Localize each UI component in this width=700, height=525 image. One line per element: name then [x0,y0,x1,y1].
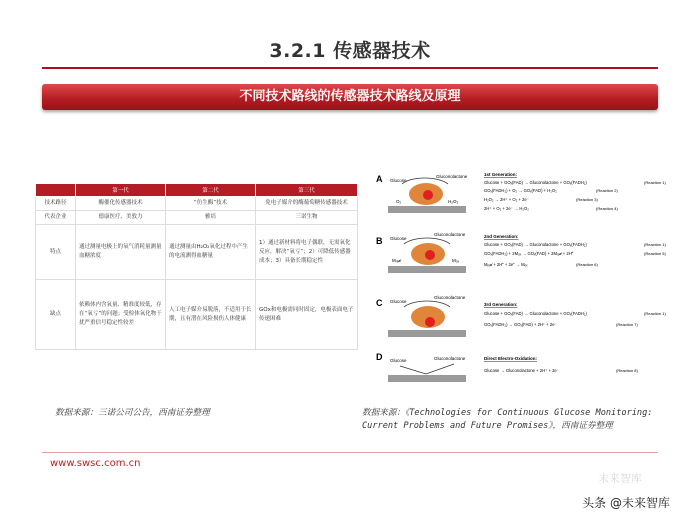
table-cell: 免电子媒介的酶葡萄糖传感器技术 [256,197,358,211]
product-label: Gluconolactone [436,174,468,179]
table-cell: 依赖体内含氧量、精准度较低，存在“氧亏”的问题；受检体氧化物干扰严重信号稳定性较差 [76,280,166,350]
table-cell: 1）通过新材料将电子偶联，无需氧化反应，解决“氧亏”；2）可降低传感器成本；3）具备长期稳定性 [256,225,358,280]
comparison-table [35,183,358,350]
equation: GOₓ(FADH₂) → GOₓ(FAD) + 2H⁺ + 2e⁻ [484,322,557,327]
substrate-label: Glucose [390,178,407,183]
equation: Glucose + GOₓ(FAD) → Gluconolactone + GOₓ(FADH₂) [484,180,587,185]
table-cell: 通过测量由H₂O₂氧化过程中产生的电流测得血糖量 [166,225,256,280]
page-title: 3.2.1 传感器技术 [269,40,431,62]
table-row [36,225,358,280]
reaction-tag: (Reaction 8) [616,368,638,373]
reaction-tag: (Reaction 5) [644,251,666,256]
electrode-icon [388,266,466,273]
table-row [36,197,358,211]
row-label: 技术路径 [36,197,76,211]
electrode-icon [388,206,466,213]
equation: Glucose + GOₓ(FAD) → Gluconolactone + GOₓ(FADH₂) [484,311,587,316]
side-label: H₂O₂ [448,199,459,204]
panel-c [376,295,666,337]
table-cell: 人工电子媒介易脱落，不适用于长期，且有潜在风险损伤人体健康 [166,280,256,350]
reaction-tag: (Reaction 3) [576,197,598,202]
equation: GOₓ(FADH₂) + 2Mₒₓ → GOₓ(FAD) + 2Mᵣₑ𝒹 + 2H⁺ [484,251,574,256]
side-label: Mᵣₑ𝒹 [392,258,401,263]
panel-a [376,172,666,213]
row-label: 特点 [36,225,76,280]
footer-url[interactable]: www.swsc.com.cn [50,458,141,469]
table-header-cell: 第二代 [166,184,256,197]
generation-label: 3rd Generation: [484,302,518,307]
substrate-label: Glucose [390,236,407,241]
table-cell: 三诺生物 [256,211,358,225]
table-cell: GOx和电极需同时固定，电极表面电子传递困难 [256,280,358,350]
electrode-icon [388,330,466,337]
table-header-cell: 第三代 [256,184,358,197]
generation-label: 2nd Generation: [484,234,519,239]
table-row [36,211,358,225]
substrate-label: Glucose [390,358,407,363]
active-site-icon [423,190,433,200]
reaction-tag: (Reaction 1) [644,180,666,185]
generation-label: 1st Generation: [484,172,518,177]
panel-letter: B [376,236,383,246]
product-label: Gluconolactone [434,295,466,300]
row-label: 代表企业 [36,211,76,225]
reaction-tag: (Reaction 4) [596,206,618,211]
reaction-tag: (Reaction 2) [596,188,618,193]
panel-b [376,232,666,273]
title-divider [42,67,658,69]
active-site-icon [425,250,435,260]
footer-divider [42,452,658,453]
source-note-left: 数据来源：三诺公司公告，西南证券整理 [55,408,210,418]
source-note-right: 数据来源：《Technologies for Continuous Glucose Monitoring: Current Problems and Future Promises》，西南证券整理 [362,408,653,431]
side-label: O₂ [396,199,402,204]
product-label: Gluconolactone [434,232,466,237]
sensor-generations-diagram [376,170,676,400]
panel-d [376,352,638,382]
watermark: 头条 @未来智库 [582,496,670,510]
electrode-icon [388,375,466,382]
reaction-tag: (Reaction 1) [644,242,666,247]
table-cell: “仿生酶”技术 [166,197,256,211]
reaction-tag: (Reaction 7) [616,322,638,327]
side-label: Mₒₓ [452,258,459,263]
equation: Glucose → Gluconolactone + 2H⁺ + 2e⁻ [484,368,559,373]
table-cell: 雅培 [166,211,256,225]
substrate-label: Glucose [390,299,407,304]
watermark-background: 未来智库 [598,472,642,485]
row-label: 缺点 [36,280,76,350]
table-row [36,280,358,350]
reaction-tag: (Reaction 6) [576,262,598,267]
generation-label: Direct Electro-Oxidation: [484,356,538,361]
product-label: Gluconolactone [434,356,466,361]
equation: Mᵣₑ𝒹 + 2H⁺ + 2e⁻ → Mₒₓ [484,262,528,267]
table-header-cell [36,184,76,197]
equation: GOₓ(FADH₂) + O₂ → GOₓ(FAD) + H₂O₂ [484,188,557,193]
panel-letter: C [376,298,383,308]
equation: H₂O₂ → 2H⁺ + O₂ + 2e⁻ [484,197,529,202]
table-cell: 德康医疗、美敦力 [76,211,166,225]
table-header-cell: 第一代 [76,184,166,197]
table-cell: 酶催化传感器技术 [76,197,166,211]
equation: 2H⁺ + O₂ + 2e⁻ → H₂O₂ [484,206,529,211]
active-site-icon [425,317,435,327]
reaction-tag: (Reaction 1) [644,311,666,316]
table-cell: 通过测量电极上的氧气消耗量测量血糖浓度 [76,225,166,280]
reaction-arrow-icon [400,364,454,374]
equation: Glucose + GOₓ(FAD) → Gluconolactone + GOₓ(FADH₂) [484,242,587,247]
panel-letter: D [376,352,383,362]
panel-letter: A [376,174,383,184]
section-banner: 不同技术路线的传感器技术路线及原理 [42,84,658,110]
table-header-row [36,184,358,197]
